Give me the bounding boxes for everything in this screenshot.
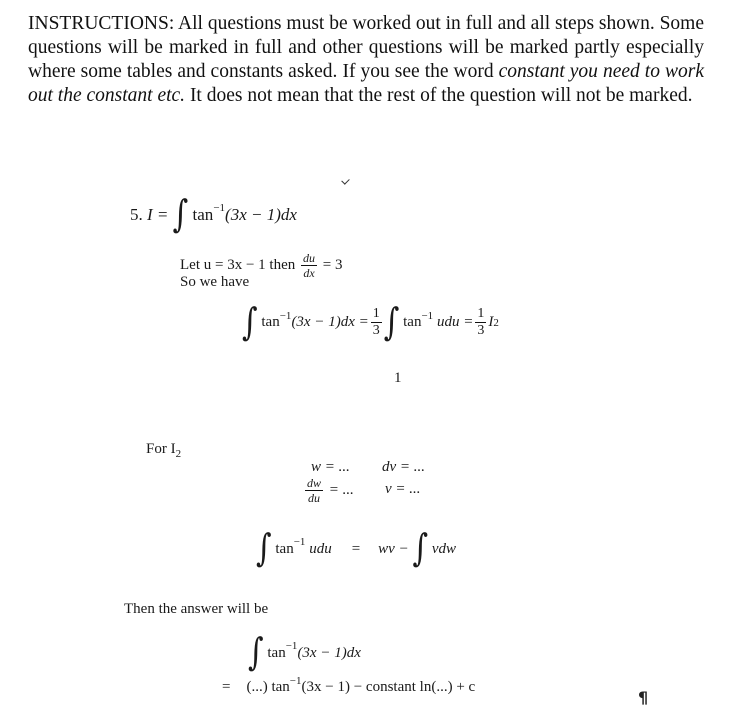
v-definition: v = ...	[385, 481, 421, 497]
integral-sign-icon: ∫	[242, 300, 258, 344]
du-denominator: du	[308, 491, 320, 505]
main-mid-arg: udu =	[436, 314, 474, 330]
parts-eq: =	[351, 540, 361, 557]
frac-den: 3	[372, 323, 380, 338]
question-5	[130, 192, 297, 237]
integral-sign-icon: ∫	[172, 192, 189, 237]
frac-num: 1	[372, 306, 380, 321]
integral-sign-icon: ∫	[383, 300, 400, 344]
dw-du-definition	[303, 477, 354, 504]
substitution-let: Let u = 3x − 1 then	[180, 257, 296, 273]
w-definition: w = ...	[311, 459, 350, 475]
question-lhs: I =	[147, 205, 169, 224]
final-line: (...) tan	[246, 679, 290, 695]
du-numerator: du	[302, 251, 315, 265]
one-third-fraction	[371, 307, 382, 338]
integral-sign-icon: ∫	[248, 630, 264, 675]
final-line-rest: (3x − 1) − constant ln(...) + c	[301, 679, 476, 695]
dx-denominator: dx	[303, 266, 315, 280]
instructions-italic-text: constant you need to work out the constant etc.	[28, 61, 704, 106]
one-third-fraction-2	[475, 307, 486, 338]
main-lhs-arg: (3x − 1)dx =	[291, 314, 369, 330]
for-i2-sub: 2	[175, 448, 182, 460]
integral-sign-icon: ∫	[412, 526, 429, 571]
main-mid-exp: −1	[421, 309, 434, 322]
equals-three: = 3	[322, 257, 343, 273]
question-tan: tan	[192, 205, 214, 224]
final-integral	[248, 630, 361, 675]
final-tan: tan	[267, 644, 286, 661]
main-equation	[242, 300, 499, 344]
question-arg: (3x − 1)dx	[225, 205, 297, 224]
main-rhs: I	[488, 314, 494, 330]
then-answer-text: Then the answer will be	[124, 601, 269, 617]
main-rhs-sub: 2	[493, 316, 499, 329]
dw-numerator: dw	[307, 476, 322, 490]
main-mid-tan: tan	[403, 314, 422, 330]
parts-equation	[256, 526, 457, 571]
final-exp: −1	[285, 640, 298, 652]
du-dx-fraction	[301, 252, 317, 279]
instructions-text-1: INSTRUCTIONS: All questions must be worked out in full and all steps shown. Some questions will be marked in full and other questions will be marked partly especially where some tables and constants asked. If you see the word	[28, 13, 704, 82]
main-lhs-tan: tan	[261, 314, 280, 330]
parts-udu: udu	[309, 540, 332, 557]
question-exp: −1	[213, 202, 226, 214]
frac2-den: 3	[477, 323, 485, 338]
final-answer-line	[222, 674, 476, 696]
instructions-text-2: It does not mean that the rest of the question will not be marked.	[185, 85, 693, 106]
so-we-have: So we have	[180, 274, 250, 290]
parts-exp: −1	[293, 536, 306, 548]
question-number: 5.	[130, 205, 143, 224]
dw-du-rhs: = ...	[328, 482, 354, 498]
pilcrow-icon: ¶	[638, 688, 649, 707]
dv-definition: dv = ...	[382, 459, 426, 475]
check-mark-icon	[341, 176, 349, 184]
frac2-num: 1	[477, 306, 485, 321]
parts-wv: wv −	[378, 540, 409, 557]
parts-tan: tan	[275, 540, 294, 557]
instructions-paragraph	[28, 12, 704, 108]
integral-sign-icon: ∫	[256, 526, 272, 571]
main-lhs-exp: −1	[279, 309, 292, 322]
for-i2-label	[146, 441, 181, 460]
dw-du-fraction	[305, 477, 323, 504]
final-arg: (3x − 1)dx	[297, 644, 361, 661]
page-number: 1	[394, 370, 402, 386]
final-eq: =	[222, 679, 231, 695]
for-i2-text: For I	[146, 441, 176, 457]
parts-vdw: vdw	[431, 540, 457, 557]
final-line-exp: −1	[289, 674, 302, 687]
